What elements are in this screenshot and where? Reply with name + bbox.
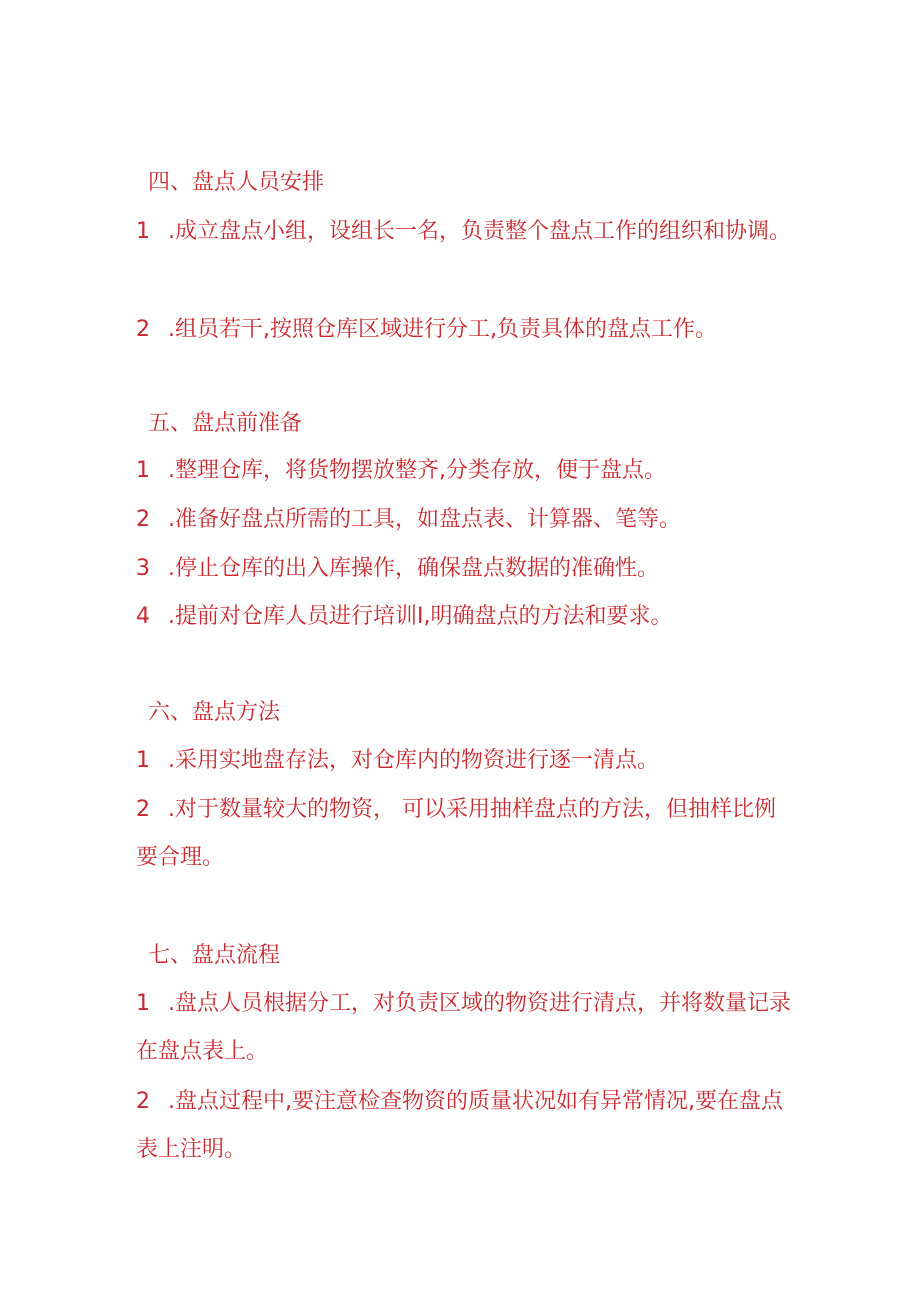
item-text: .提前对仓库人员进行培训I,明确盘点的方法和要求。	[168, 604, 673, 629]
item-text: .采用实地盘存法，对仓库内的物资进行逐一清点。	[168, 748, 659, 773]
item-text: .组员若干,按照仓库区域进行分工,负责具体的盘点工作。	[168, 317, 717, 342]
item-number: 2	[136, 797, 150, 822]
item-number: 1	[136, 991, 150, 1016]
list-item	[136, 208, 796, 256]
item-number: 1	[136, 458, 150, 483]
list-item	[136, 1078, 796, 1174]
section-heading: 七、盘点流程	[148, 943, 281, 968]
list-item	[136, 786, 796, 882]
item-text: .准备好盘点所需的工具，如盘点表、计算器、笔等。	[168, 507, 681, 532]
item-number: 1	[136, 748, 150, 773]
list-item	[136, 593, 796, 641]
list-item	[136, 737, 796, 785]
item-number: 2	[136, 317, 150, 342]
list-item	[136, 496, 796, 544]
list-item	[136, 545, 796, 593]
item-text: .对于数量较大的物资， 可以采用抽样盘点的方法，但抽样比例要合理。	[136, 797, 776, 870]
item-text: .停止仓库的出入库操作，确保盘点数据的准确性。	[168, 556, 659, 581]
item-number: 2	[136, 1089, 150, 1114]
section-heading: 五、盘点前准备	[148, 411, 303, 436]
item-number: 2	[136, 507, 150, 532]
list-item	[136, 447, 796, 495]
list-item	[136, 306, 796, 354]
item-text: .盘点过程中,要注意检查物资的质量状况如有异常情况,要在盘点表上注明。	[136, 1089, 783, 1162]
list-item	[136, 980, 796, 1076]
item-number: 1	[136, 219, 150, 244]
item-text: .成立盘点小组，设组长一名，负责整个盘点工作的组织和协调。	[168, 219, 791, 244]
item-text: .整理仓库，将货物摆放整齐,分类存放，便于盘点。	[168, 458, 666, 483]
item-number: 4	[136, 604, 150, 629]
item-text: .盘点人员根据分工，对负责区域的物资进行清点，并将数量记录在盘点表上。	[136, 991, 791, 1064]
item-number: 3	[136, 556, 150, 581]
section-heading: 六、盘点方法	[148, 700, 281, 725]
section-heading: 四、盘点人员安排	[148, 170, 325, 195]
